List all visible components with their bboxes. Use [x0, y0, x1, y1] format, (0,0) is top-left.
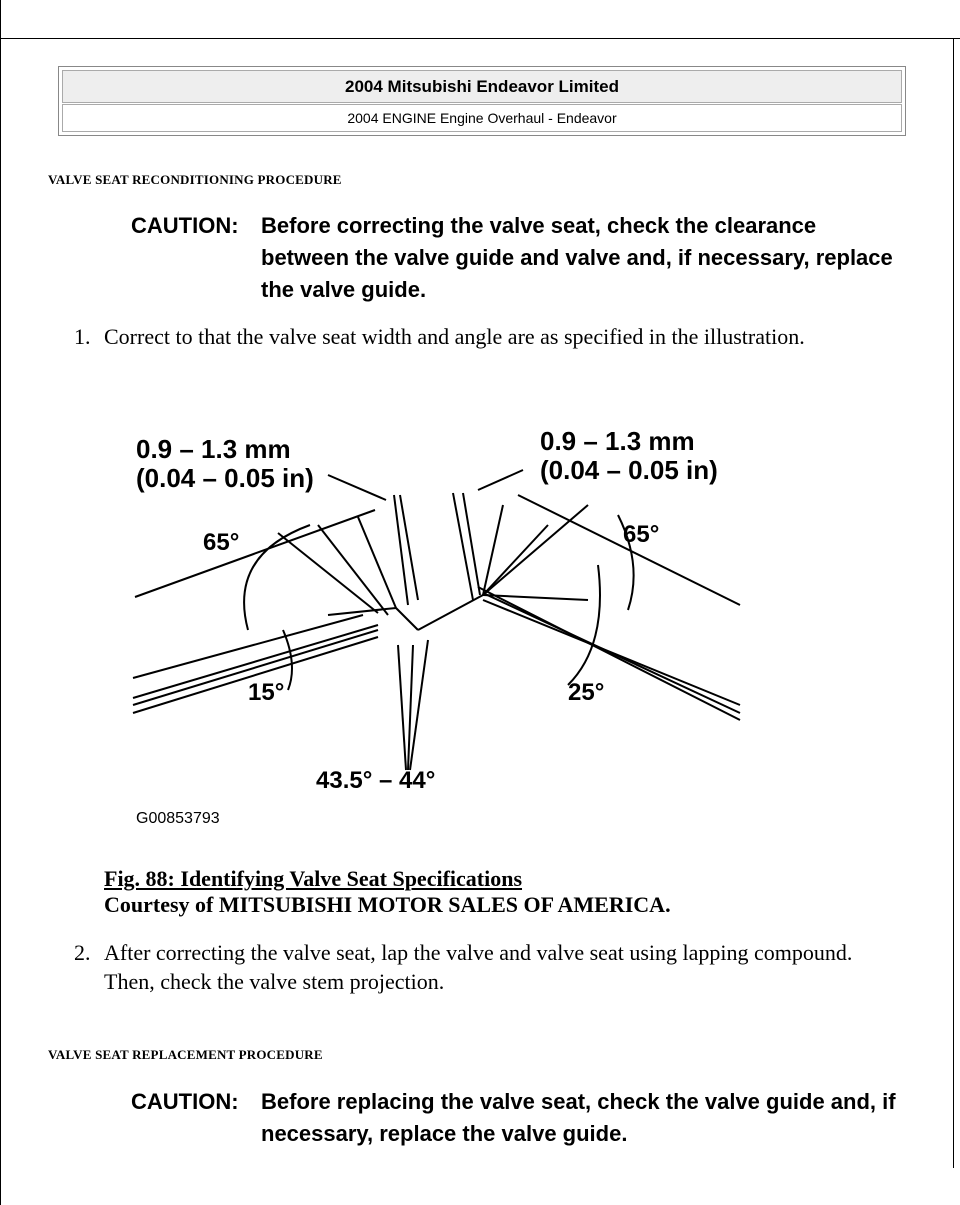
- arc-15: [283, 630, 292, 690]
- left-port-line-1: [133, 615, 363, 678]
- caution-replacement: [131, 1086, 901, 1150]
- step-1: [74, 322, 894, 351]
- step-number: 1.: [74, 324, 91, 349]
- page-frame-top: [0, 38, 960, 39]
- section-heading-replacement: VALVE SEAT REPLACEMENT PROCEDURE: [48, 1047, 323, 1062]
- angle-valve-range: 43.5° – 44°: [316, 767, 436, 794]
- caution-reconditioning: [131, 210, 901, 306]
- right-stem-line-2: [463, 493, 480, 595]
- document-header: [58, 66, 906, 136]
- valve-seat-diagram: [128, 415, 748, 835]
- right-seat-line: [518, 495, 740, 605]
- caution-label: CAUTION:: [131, 1089, 239, 1114]
- left-stem-line-2: [400, 495, 418, 600]
- header-subtitle: 2004 ENGINE Engine Overhaul - Endeavor: [62, 104, 902, 132]
- left-valve-edge-2: [318, 525, 388, 615]
- step-text: Correct to that the valve seat width and angle are as specified in the illustration.: [104, 324, 805, 349]
- valve-seat-figure: [128, 415, 748, 835]
- page-frame-left: [0, 0, 1, 1205]
- left-valve-edge-1: [278, 533, 378, 613]
- left-valve-edge-3: [358, 517, 396, 608]
- center-vee-left: [396, 608, 418, 630]
- caution-label: CAUTION:: [131, 213, 239, 238]
- right-valve-edge-3: [483, 505, 588, 595]
- section-heading-reconditioning: VALVE SEAT RECONDITIONING PROCEDURE: [48, 172, 342, 187]
- right-stem-line-1: [453, 493, 473, 600]
- leader-right-width: [478, 470, 523, 490]
- angle-65-right: 65°: [623, 521, 660, 548]
- arc-65-left: [244, 525, 310, 630]
- step-text: After correcting the valve seat, lap the valve and valve seat using lapping compound. Then, check the valve stem projection.: [104, 940, 853, 994]
- figure-caption: [104, 866, 671, 918]
- figure-image-id: G00853793: [136, 810, 220, 827]
- caution-text: Before replacing the valve seat, check the valve guide and, if necessary, replace the valve guide.: [261, 1089, 896, 1146]
- figure-caption-courtesy: Courtesy of MITSUBISHI MOTOR SALES OF AMERICA.: [104, 892, 671, 917]
- figure-caption-title: Fig. 88: Identifying Valve Seat Specifications: [104, 866, 523, 891]
- leader-left-width: [328, 475, 386, 500]
- angle-25: 25°: [568, 679, 605, 706]
- left-width-mm: 0.9 – 1.3 mm: [136, 434, 291, 464]
- left-width-in: (0.04 – 0.05 in): [136, 463, 314, 493]
- right-width-in: (0.04 – 0.05 in): [540, 455, 718, 485]
- right-port-line-2: [483, 593, 740, 713]
- angle-15: 15°: [248, 679, 285, 706]
- header-title: 2004 Mitsubishi Endeavor Limited: [62, 70, 902, 103]
- right-port-line-3: [478, 587, 740, 720]
- left-stem-line-1: [394, 495, 408, 605]
- leader-angle-1: [398, 645, 406, 770]
- angle-65-left: 65°: [203, 529, 240, 556]
- right-valve-edge-2: [483, 525, 548, 595]
- right-width-mm: 0.9 – 1.3 mm: [540, 426, 695, 456]
- step-2: [74, 938, 894, 996]
- center-vee-right: [418, 595, 483, 630]
- page-frame-right: [953, 38, 954, 1168]
- caution-text: Before correcting the valve seat, check the clearance between the valve guide and valve and, if necessary, replace the valve guide.: [261, 213, 893, 302]
- arc-25: [568, 565, 600, 685]
- step-number: 2.: [74, 940, 91, 965]
